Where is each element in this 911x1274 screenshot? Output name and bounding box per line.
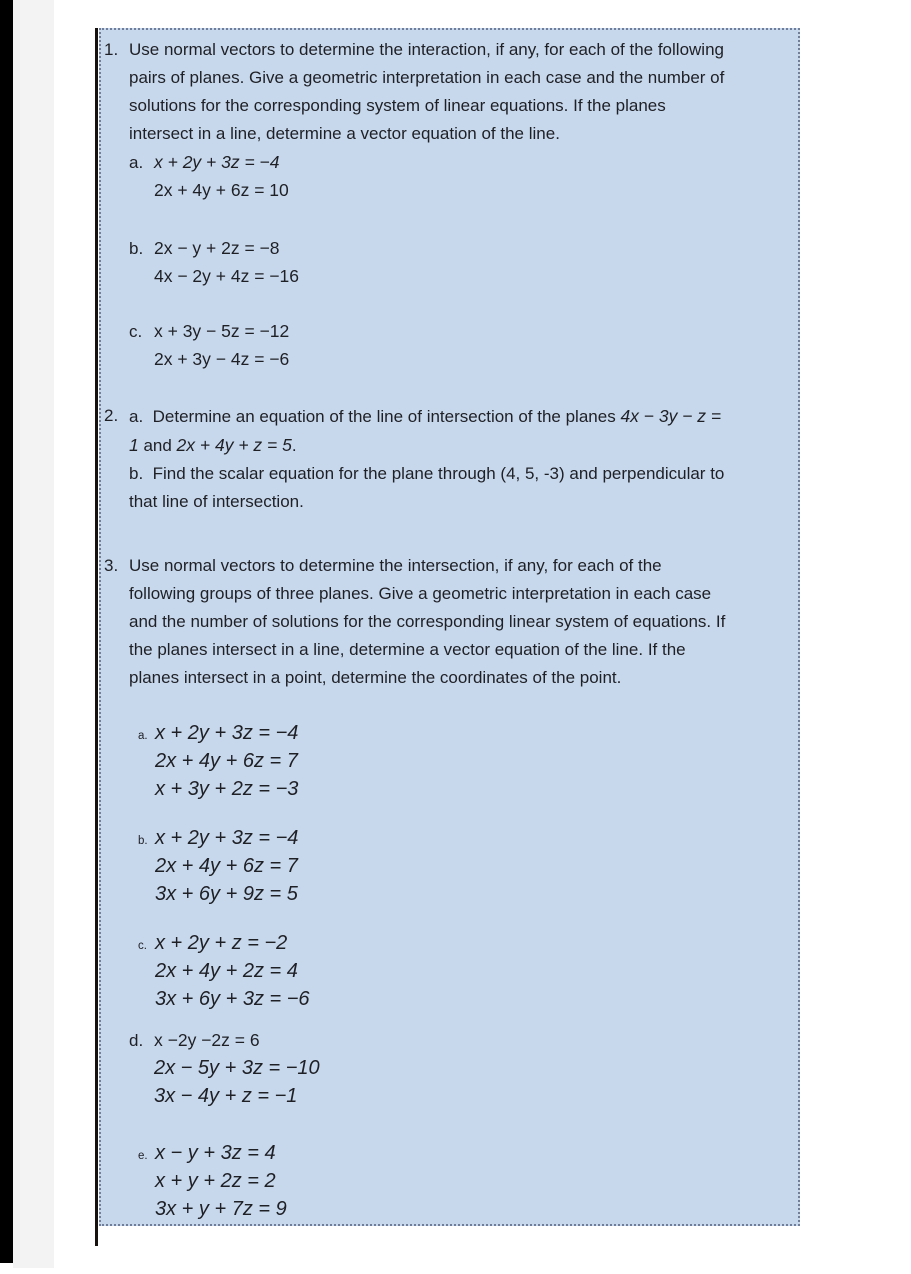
problem-3-part-b bbox=[138, 824, 790, 908]
equation-text: 4x − 3y − z = bbox=[620, 406, 722, 426]
part-label: a. bbox=[129, 153, 144, 172]
left-margin-line bbox=[95, 28, 98, 1246]
left-black-strip bbox=[0, 0, 13, 1263]
problem-1-part-b bbox=[129, 234, 790, 290]
problem-3-part-c bbox=[138, 929, 790, 1013]
problem-1-number: 1. bbox=[104, 40, 119, 59]
left-gray-gutter bbox=[13, 0, 54, 1268]
problem-1-intro-line-2: pairs of planes. Give a geometric interpretation in each case and the number of bbox=[129, 68, 725, 87]
body-text: . bbox=[291, 436, 297, 455]
part-label: c. bbox=[138, 940, 147, 952]
problem-3 bbox=[104, 552, 790, 1223]
equation-line: x + 2y + z = −2 bbox=[155, 932, 288, 954]
equation-group bbox=[155, 719, 298, 803]
equation-line: 3x + 6y + 9z = 5 bbox=[155, 883, 298, 905]
equation-line: x −2y −2z = 6 bbox=[154, 1030, 260, 1050]
problem-1-part-a bbox=[129, 148, 790, 204]
equation-line: x + 2y + 3z = −4 bbox=[155, 722, 299, 744]
equation-line: x + 2y + 3z = −4 bbox=[154, 152, 280, 172]
equation-line: 2x + 3y − 4z = −6 bbox=[154, 349, 290, 369]
problem-2-line-3 bbox=[129, 460, 790, 488]
problem-2-number: 2. bbox=[104, 406, 119, 425]
equation-line: 4x − 2y + 4z = −16 bbox=[154, 266, 299, 286]
body-text: a. Determine an equation of the line of intersection of the planes bbox=[129, 407, 621, 426]
problem-2-body bbox=[129, 402, 790, 516]
problem-3-part-d bbox=[129, 1026, 790, 1110]
problem-3-intro-line-2: following groups of three planes. Give a geometric interpretation in each case bbox=[129, 584, 712, 603]
equation-line: 2x + 4y + 2z = 4 bbox=[155, 960, 298, 982]
equation-text: 1 bbox=[129, 435, 139, 455]
problem-2 bbox=[104, 402, 790, 516]
problem-1 bbox=[104, 36, 790, 373]
worksheet-panel bbox=[99, 28, 800, 1226]
part-label: b. bbox=[138, 835, 148, 847]
equation-group bbox=[154, 1026, 320, 1110]
problem-1-intro-line-3: solutions for the corresponding system of linear equations. If the planes bbox=[129, 96, 666, 115]
equation-line: x + 3y + 2z = −3 bbox=[155, 778, 299, 800]
problem-3-intro-line-1: Use normal vectors to determine the intersection, if any, for each of the bbox=[129, 556, 662, 575]
problem-1-body bbox=[129, 36, 790, 373]
equation-line: x − y + 3z = 4 bbox=[155, 1142, 276, 1164]
problem-3-intro-line-4: the planes intersect in a line, determine a vector equation of the line. If the bbox=[129, 640, 686, 659]
body-text: that line of intersection. bbox=[129, 492, 304, 511]
part-label: e. bbox=[138, 1150, 148, 1162]
part-label: d. bbox=[129, 1031, 144, 1050]
body-text: and bbox=[138, 436, 177, 455]
problem-2-line-4 bbox=[129, 488, 790, 516]
problem-3-intro-line-3: and the number of solutions for the corresponding linear system of equations. If bbox=[129, 612, 726, 631]
problem-3-body bbox=[129, 552, 790, 1223]
problem-2-line-1 bbox=[129, 402, 790, 431]
problem-1-part-c bbox=[129, 317, 790, 373]
equation-line: 2x − y + 2z = −8 bbox=[154, 238, 280, 258]
equation-line: 2x − 5y + 3z = −10 bbox=[154, 1057, 320, 1079]
equation-line: 2x + 4y + 6z = 7 bbox=[155, 855, 298, 877]
part-label: c. bbox=[129, 322, 143, 341]
problem-3-number: 3. bbox=[104, 556, 119, 575]
equation-text: 2x + 4y + z = 5 bbox=[176, 435, 292, 455]
equation-line: x + y + 2z = 2 bbox=[155, 1170, 276, 1192]
equation-line: 3x + y + 7z = 9 bbox=[155, 1198, 287, 1220]
equation-group bbox=[154, 234, 299, 290]
problem-2-line-2 bbox=[129, 431, 790, 460]
problem-3-part-a bbox=[138, 719, 790, 803]
problem-3-part-e bbox=[138, 1139, 790, 1223]
part-label: a. bbox=[138, 730, 148, 742]
equation-group bbox=[154, 148, 289, 204]
equation-line: 3x + 6y + 3z = −6 bbox=[155, 988, 310, 1010]
equation-group bbox=[155, 824, 298, 908]
equation-group bbox=[155, 929, 310, 1013]
problem-1-intro-line-4: intersect in a line, determine a vector equation of the line. bbox=[129, 124, 560, 143]
equation-line: x + 3y − 5z = −12 bbox=[154, 321, 290, 341]
equation-line: 2x + 4y + 6z = 10 bbox=[154, 180, 289, 200]
part-label: b. bbox=[129, 239, 144, 258]
equation-group bbox=[155, 1139, 287, 1223]
equation-group bbox=[154, 317, 289, 373]
problem-1-intro-line-1: Use normal vectors to determine the interaction, if any, for each of the following bbox=[129, 40, 724, 59]
problem-3-intro-line-5: planes intersect in a point, determine the coordinates of the point. bbox=[129, 668, 622, 687]
equation-line: 2x + 4y + 6z = 7 bbox=[155, 750, 298, 772]
body-text: b. Find the scalar equation for the plane through (4, 5, -3) and perpendicular to bbox=[129, 464, 725, 483]
equation-line: 3x − 4y + z = −1 bbox=[154, 1085, 298, 1107]
equation-line: x + 2y + 3z = −4 bbox=[155, 827, 299, 849]
